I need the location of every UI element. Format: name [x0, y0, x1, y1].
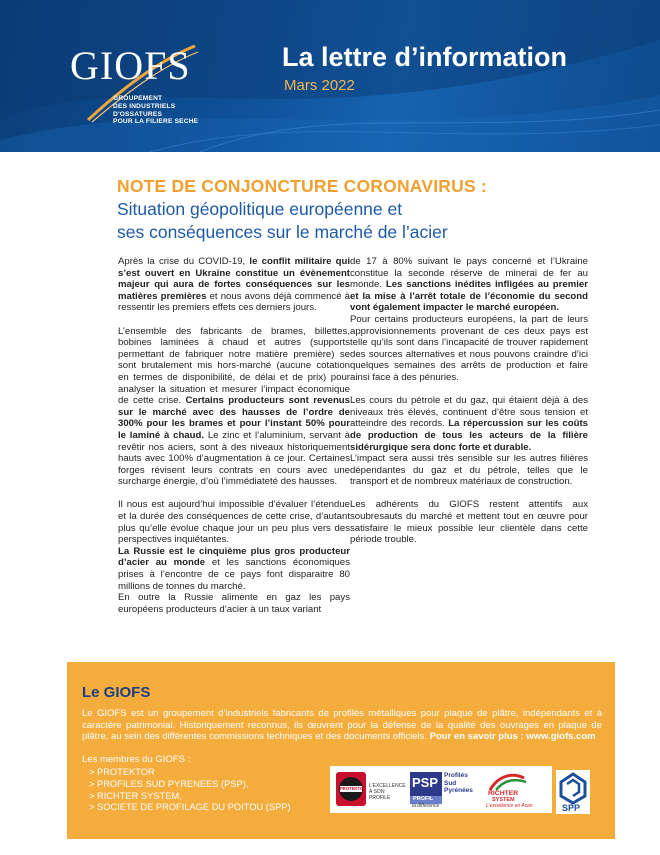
article-column-right	[350, 256, 588, 557]
member-logos	[330, 766, 552, 813]
paragraph: Les cours du pétrole et du gaz, qui étaient déjà à des niveaux très élevés, continuent d’être sous tension et atteindre des records. La répercussion sur les coûts de production de tous les acteurs de la filière sidérurgique sera donc forte et durable.	[350, 395, 588, 453]
paragraph: L’ensemble des fabricants de brames, billettes, bobines laminées à chaud et autres (supports permettant de fabriquer notre matière première) se sont brutalement mis hors-marché (aucune cotation en termes de disponibilité, de délai et de prix) pour analyser la situation et mesurer l’impact économique de cette crise. Certains producteurs sont revenus sur le marché avec des hausses de l’ordre de 300% pour les brames et pour l’instant 50% pour le laminé à chaud. Le zinc et l’aluminium, servant à revêtir nos aciers, sont à des niveaux historiquement hauts avec 100% d’augmentation à ce jour. Certaines forges révisent leurs contrats en cours avec une surcharge énergie, d’où l’immédiateté des hausses.	[118, 325, 351, 488]
protektor-logo: PROTEKTOR L’EXCELLENCE À SON PROFILE	[336, 770, 406, 809]
giofs-logo	[70, 42, 210, 132]
about-title: Le GIOFS	[82, 684, 151, 701]
members-list	[89, 767, 291, 814]
list-item: > PROTEKTOR	[89, 767, 291, 779]
paragraph: La Russie est le cinquième plus gros producteur d’acier au monde et les sanctions économiques prises à l’encontre de ce pays font disparaitre 80 millions de tonnes du marché.	[118, 545, 350, 592]
about-giofs-box	[67, 662, 615, 839]
paragraph: En outre la Russie alimente en gaz les pays européens producteurs d’acier à un taux variant	[118, 592, 350, 615]
website-link[interactable]: Pour en savoir plus : www.giofs.com	[429, 731, 596, 743]
newsletter-title: La lettre d’information	[282, 42, 568, 72]
paragraph: de 17 à 80% suivant le pays concerné et l’Ukraine constitue la seconde réserve de minerai de fer au monde. Les sanctions inédites infligées au premier et la mise à l’arrêt totale de l’économie du second vont également impacter le marché européen.	[350, 256, 588, 314]
header-banner	[0, 0, 660, 152]
article-column-left	[118, 256, 350, 615]
article-headline	[117, 176, 587, 243]
list-item: > SOCIETE DE PROFILAGE DU POITOU (SPP)	[89, 802, 291, 814]
psp-logo: PSP PROFIL Profilés Sud Pyrénées la différence	[412, 772, 473, 809]
newsletter-date: Mars 2022	[284, 77, 355, 94]
members-title: Les membres du GIOFS :	[82, 754, 191, 765]
list-item: > RICHTER SYSTEM,	[89, 791, 291, 803]
headline-line-2: ses conséquences sur le marché de l’acier	[117, 222, 448, 242]
paragraph: Pour certains producteurs européens, la part de leurs approvisionnements provenant de ces deux pays est telle qu’ils sont dans l’incapacité de trouver rapidement des sources alternatives et nous pouvons craindre d’ici quelques semaines des arrêts de production et faire ainsi face à des pénuries.	[350, 313, 588, 383]
paragraph: Il nous est aujourd’hui impossible d’évaluer l’étendue et la durée des conséquences de cette crise, d’autant plus qu’elle évolue chaque jour un peu plus vers des perspectives inquiétantes.	[118, 499, 350, 546]
logo-subtitle: GROUPEMENT DES INDUSTRIELS D'OSSATURES POUR LA FILIERE SECHE	[113, 95, 199, 126]
paragraph: L’impact sera aussi très sensible sur les autres filières dépendantes du gaz et du pétrole, telles que le transport et de nombreux matériaux de construction.	[350, 453, 588, 488]
headline-line-1: Situation géopolitique européenne et	[117, 199, 403, 219]
list-item: > PROFILES SUD PYRENEES (PSP),	[89, 779, 291, 791]
paragraph: Les adhérents du GIOFS restent attentifs aux soubresauts du marché et mettent tout en œuvre pour satisfaire le mieux possible leur clientèle dans cette période trouble.	[350, 499, 588, 546]
paragraph: Après la crise du COVID-19, le conflit militaire qui s’est ouvert en Ukraine constitue un évènement majeur qui aura de fortes conséquences sur les matières premières et nous avons déjà commencé à ressentir les premiers effets ces derniers jours.	[118, 256, 351, 314]
about-description: Le GIOFS est un groupement d’industriels fabricants de profilés métalliques pour plaque de plâtre, indépendants et à caractère patrimonial. Historiquement reconnus, ils œuvrent pour la défense de la qualité des ouvrages en plaque de plâtre, au sein des différentes commissions techniques et des documents officiels. Pour en savoir plus : www.giofs.com	[82, 708, 602, 743]
richter-logo: RICHTER SYSTEM L’excellence en Acier	[484, 770, 550, 809]
logo-text: GIOFS	[70, 43, 191, 88]
spp-logo: SPP	[556, 770, 590, 814]
headline-kicker: NOTE DE CONJONCTURE CORONAVIRUS :	[117, 176, 487, 196]
